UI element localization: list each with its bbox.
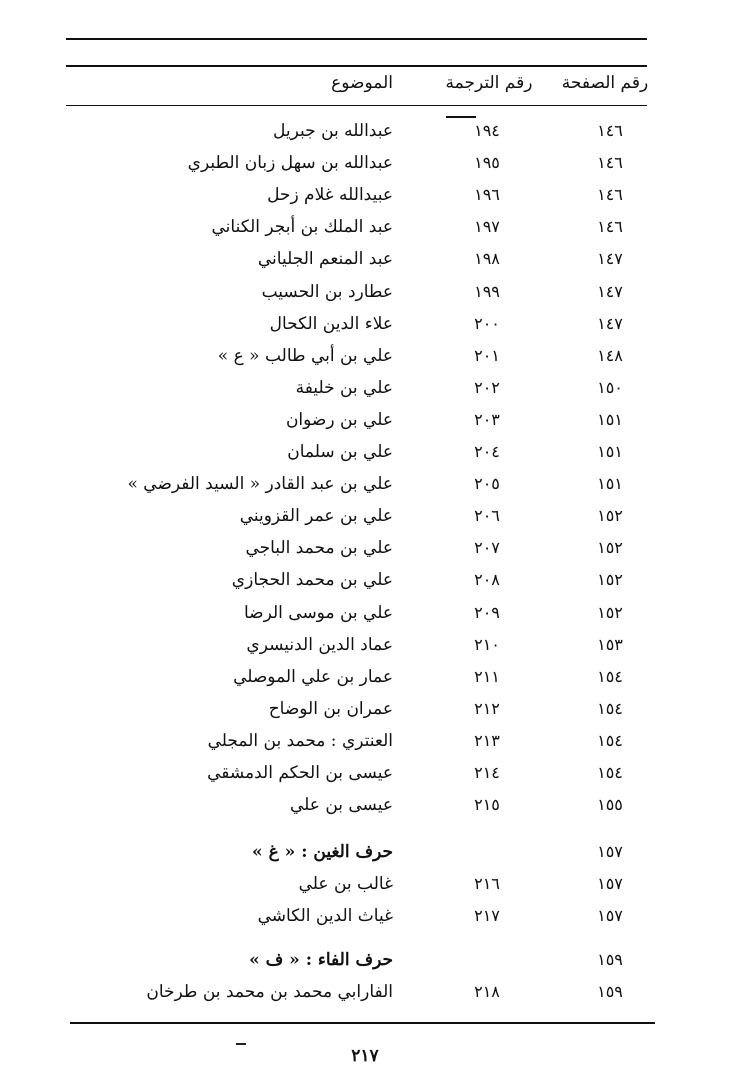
topic-cell: عبيدالله غلام زحل — [267, 185, 393, 206]
page-number-cell: ١٤٧ — [597, 281, 623, 301]
section-heading-row — [0, 945, 731, 975]
topic-cell: علي بن خليفة — [295, 377, 393, 398]
table-row — [0, 180, 731, 210]
page-number-cell: ١٥١ — [597, 474, 623, 494]
section-heading-row — [0, 837, 731, 867]
translation-number-cell: ٢١٣ — [474, 730, 500, 750]
table-row — [0, 309, 731, 339]
table-row — [0, 405, 731, 435]
table-row — [0, 469, 731, 499]
topic-cell: عيسى بن الحكم الدمشقي — [207, 763, 393, 783]
page-number-cell: ١٤٧ — [597, 249, 623, 269]
translation-number-cell: ٢١٠ — [474, 634, 500, 654]
page-number-cell: ١٥١ — [597, 409, 623, 429]
topic-cell: غالب بن علي — [298, 874, 393, 894]
page-number-cell: ١٥٢ — [597, 570, 623, 590]
translation-number-cell: ٢٠٤ — [474, 442, 500, 461]
translation-number-cell: ٢٠٦ — [474, 506, 500, 526]
table-row — [0, 212, 731, 242]
table-row — [0, 726, 731, 756]
table-header — [0, 68, 731, 98]
page-number: ٢١٧ — [351, 1046, 379, 1066]
topic-cell: علي بن محمد الحجازي — [231, 570, 393, 591]
translation-number-cell: ٢٠٧ — [474, 538, 500, 558]
page-number-cell: ١٥٧ — [597, 906, 623, 925]
page-number-cell: ١٥٩ — [597, 950, 623, 969]
page-number-cell: ١٤٨ — [597, 345, 623, 365]
table-row — [0, 148, 731, 178]
translation-number-cell: ٢١٨ — [474, 982, 500, 1001]
table-row — [0, 244, 731, 274]
table-row — [0, 790, 731, 820]
page-number-cell: ١٥٤ — [597, 730, 623, 750]
table-row — [0, 694, 731, 724]
topic-cell: علي بن أبي طالب « ع » — [217, 345, 393, 366]
page-number-cell: ١٤٦ — [597, 217, 623, 237]
translation-number-cell: ١٩٧ — [474, 217, 500, 237]
page-number-cell: ١٤٧ — [597, 313, 623, 333]
bottom-rule — [70, 1022, 655, 1024]
table-row — [0, 869, 731, 899]
section-heading: حرف الفاء : « ف » — [249, 950, 393, 970]
footer-dash — [236, 1043, 246, 1045]
table-row — [0, 630, 731, 660]
translation-number-cell — [463, 945, 511, 975]
page-number-cell: ١٥٧ — [597, 874, 623, 893]
header-top-rule — [66, 65, 647, 67]
header-bottom-rule — [66, 105, 647, 106]
page-number-cell: ١٥٢ — [597, 506, 623, 526]
table-row — [0, 373, 731, 403]
page-number-cell: ١٥٥ — [597, 795, 623, 815]
translation-number-cell: ٢١١ — [474, 666, 500, 686]
page-number-cell: ١٥٤ — [597, 763, 623, 782]
topic-cell: غياث الدين الكاشي — [257, 906, 393, 926]
table-row — [0, 533, 731, 563]
topic-cell: علي بن موسى الرضا — [243, 602, 393, 623]
table-row — [0, 501, 731, 531]
topic-cell: علي بن عبد القادر « السيد الفرضي » — [127, 474, 393, 495]
page-number-cell: ١٤٦ — [597, 121, 623, 140]
page-number-cell: ١٥٣ — [597, 634, 623, 654]
topic-cell: عطارد بن الحسيب — [261, 281, 393, 302]
translation-number-cell: ١٩٤ — [474, 121, 500, 140]
topic-cell: العنتري : محمد بن المجلي — [207, 730, 393, 751]
table-row — [0, 565, 731, 595]
topic-cell: علي بن عمر القزويني — [239, 506, 393, 527]
topic-cell: علاء الدين الكحال — [269, 313, 393, 334]
table-row — [0, 341, 731, 371]
translation-number-cell: ٢٠١ — [474, 345, 500, 365]
translation-number-cell: ١٩٩ — [474, 281, 500, 301]
page-number-header: رقم الصفحة — [561, 73, 649, 93]
page-number-cell: ١٥٠ — [597, 377, 623, 397]
translation-number-cell: ٢٠٢ — [474, 377, 500, 397]
page-number-cell: ١٥٤ — [597, 666, 623, 686]
table-row — [0, 277, 731, 307]
page-number-cell: ١٤٦ — [597, 153, 623, 173]
translation-number-cell: ٢٠٣ — [474, 409, 500, 429]
page-number-cell: ١٥١ — [597, 442, 623, 461]
translation-number-cell — [463, 837, 511, 867]
page-number-cell: ١٥٢ — [597, 602, 623, 622]
table-row — [0, 758, 731, 788]
topic-cell: عمران بن الوضاح — [268, 698, 393, 719]
table-row — [0, 598, 731, 628]
translation-number-cell: ٢٠٨ — [474, 570, 500, 590]
topic-cell: عبدالله بن سهل زبان الطبري — [187, 153, 393, 174]
translation-number-cell: ٢٠٠ — [474, 313, 500, 333]
topic-cell: علي بن سلمان — [287, 442, 393, 462]
topic-cell: عبدالله بن جبريل — [273, 121, 393, 141]
page-number-cell: ١٥٤ — [597, 698, 623, 718]
translation-number-cell: ١٩٥ — [474, 153, 500, 173]
top-rule — [66, 38, 647, 40]
topic-cell: عبد المنعم الجلياني — [257, 249, 393, 270]
table-row — [0, 977, 731, 1007]
topic-cell: الفارابي محمد بن محمد بن طرخان — [146, 982, 393, 1002]
translation-number-cell: ٢١٤ — [474, 763, 500, 782]
translation-number-cell: ٢١٢ — [474, 698, 500, 718]
topic-cell: عماد الدين الدنيسري — [246, 634, 393, 655]
table-row — [0, 437, 731, 467]
section-heading: حرف الغين : « غ » — [252, 842, 393, 862]
topic-cell: علي بن رضوان — [285, 409, 393, 430]
translation-number-cell: ٢١٥ — [474, 795, 500, 815]
topic-cell: عبد الملك بن أبجر الكناني — [211, 217, 393, 238]
translation-number-header: رقم الترجمة — [445, 73, 533, 93]
topic-cell: علي بن محمد الباجي — [245, 538, 393, 559]
page-number-cell: ١٥٧ — [597, 842, 623, 861]
table-row — [0, 901, 731, 931]
page-number-cell: ١٥٢ — [597, 538, 623, 558]
page-number-cell: ١٥٩ — [597, 982, 623, 1001]
topic-header: الموضوع — [331, 73, 393, 93]
topic-cell: عيسى بن علي — [289, 795, 393, 816]
topic-cell: عمار بن علي الموصلي — [233, 666, 393, 687]
table-row — [0, 662, 731, 692]
translation-number-cell: ٢٠٩ — [474, 602, 500, 622]
translation-number-cell: ٢١٦ — [474, 874, 500, 893]
translation-number-cell: ١٩٨ — [474, 249, 500, 269]
translation-number-cell: ١٩٦ — [474, 185, 500, 205]
translation-number-cell: ٢١٧ — [474, 906, 500, 925]
translation-number-cell: ٢٠٥ — [474, 474, 500, 494]
page-number-cell: ١٤٦ — [597, 185, 623, 205]
table-row — [0, 116, 731, 146]
